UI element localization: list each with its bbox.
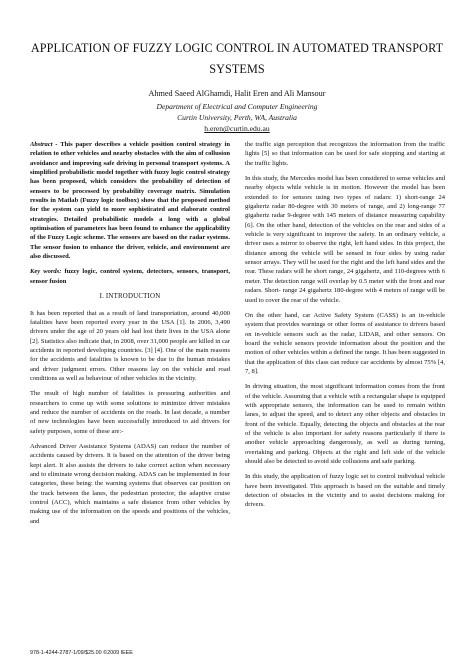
copyright-footer: 978-1-4244-2787-1/09/$25.00 ©2009 IEEE	[30, 650, 133, 656]
paper-title	[30, 38, 444, 80]
keywords-label: Key words:	[30, 268, 62, 276]
abstract-paragraph	[30, 140, 230, 261]
body-paragraph: On the other hand, car Active Safety System (CASS) is an in-vehicle system that provides warnings or other forms of assistance to drivers based on in-vehicle sensors such as the radar, LIDAR, and other sensors. On board the vehicle sensors provide information about the position and the motion of other vehicles within a defined the range. It has been suggested in that the application of this class can reduce car accidents by almost 75% [4, 7, 8].	[245, 311, 445, 375]
body-paragraph: the traffic sign perception that recognizes the information from the traffic lights [5] so that information can be used for safe stopping and starting at the traffic lights.	[245, 141, 445, 167]
abstract-text: This paper describes a vehicle position control strategy in relation to other vehicles and nearby obstacles with the aim of collusion avoidance and improving safe driving in personal transport systems. A simplified probabilistic model together with fuzzy logic control strategy has been proposed, which considers the probability of detection of sensors to be processed by probability coverage matrix. Simulation results in Matlab (Fuzzy logic toolbox) show that the proposed method for the system can yield to more sophisticated and elaborate control strategies. Detailed probabilistic models a long with a global optimisation of parameters has been found to enhance the applicability of the Fuzzy Logic scheme. The sensors are based on the radar systems. The sensor fusion to enhance the driver, vehicle, and environment are also discussed.	[30, 141, 230, 261]
body-paragraph: The result of high number of fatalities is pressuring authorities and researchers to come up with some solutions to minimize driver mistakes and reduce the number of accidents on the roads. In last decade, a number of new technologies have been successfully introduced to aid drivers for safety purposes, some of these are:-	[30, 390, 230, 435]
author-email-link[interactable]: h.eren@curtin.edu.au	[204, 124, 270, 133]
body-paragraph: It has been reported that as a result of land transportation, around 40,000 fatalities have been reported every year in the USA [1]. In 2006, 3,490 drivers under the age of 20 years old had lost their lives in the USA alone [2]. Statistics also indicate that, in 2008, over 31,000 people are killed in car accidents in reported developing countries. [3] [4]. One of the main reasons for the accidents and fatalities is known to be due to the human mistakes and driver judgment errors. Other reasons lay on the vehicle and road conditions as well as behaviour of other vehicles in the vicinity.	[30, 309, 230, 382]
author-university: Curtin University, Perth, WA, Australia	[177, 113, 297, 122]
body-paragraph: Advanced Driver Assistance Systems (ADAS) can reduce the number of accidents caused by drivers. It is based on the attention of the driver being kept alert. It also assists the drivers to take correct action when necessary and to eliminate wrong decision making. ADAS can be implemented in four categories, these being: the warning systems that observes car position on the track between the lanes, the pedestrian protector, the adaptive cruise control (ACC), which maintains a safe distance from other vehicles by making use of the information on the speeds and positions of the vehicles, and	[30, 442, 230, 525]
author-block	[30, 88, 444, 134]
author-department: Department of Electrical and Computer Engineering	[156, 102, 318, 111]
body-paragraph: In this study, the Mercedes model has been considered to sense vehicles and nearby objects while vehicle is in motion. However the model has been extended to for sensors using two types of radars: 1) short-range 24 gigahertz radar 80-degree with 30 meters of range, and 2) long-range 77 gigahertz radar 9-degree with 145 meters of distance measuring capability [6]. On the other hand, detection of the vehicles on the rear and sides of a vehicle is very significant to improve the safety. In an ordinary vehicle, a driver uses a mirror to observe the right, left hand sides. In this project, the distance among the vehicle will be sensed in four sides by using radar sensor arrays. They will be used for the right and the left hand sides and the rear. These radars will be short range, 24 gigahertz, and 110-degrees with 6 meter. The detection range will overlap by 0.5 meter with the front and rear radars. Short- range 24 gigahertz 180-degree with 4 meters of range will be used to cover the rear of the vehicle.	[245, 175, 445, 304]
right-column	[245, 140, 445, 516]
keywords-text: fuzzy logic, control system, detectors, sensors, transport, sensor fusion	[30, 268, 230, 285]
author-names: Ahmed Saeed AlGhamdi, Halit Eren and Ali Mansour	[148, 89, 326, 98]
left-column	[30, 140, 230, 532]
body-paragraph: In this study, the application of fuzzy logic set to control individual vehicle have been investigated. This approach is based on the suitable and timely detection of obstacles in the vicinity and to assist decisions making for drivers.	[245, 473, 445, 509]
keywords-paragraph	[30, 267, 230, 286]
paper-title-line-2: SYSTEMS	[209, 62, 265, 76]
abstract-label: Abstract -	[30, 141, 58, 148]
body-paragraph: In driving situation, the most significant information comes from the front of the vehicle. Assuming that a vehicle with a rectangular shape is equipped with appropriate sensors, the information can be used to remain within lanes, to adjust the speed, and to detect any other objects and obstacles in front of the vehicle. Equally, detecting the objects and obstacles at the rear of the vehicle is also important for safety reasons particularly if there is another vehicle approaching dangerously, as well as during turning, overtaking and parking. Objects at the right and left side of the vehicle should also be detected to avoid side collusions and safe parking.	[245, 383, 445, 465]
section-heading-introduction: I. INTRODUCTION	[99, 293, 161, 301]
paper-title-line-1: APPLICATION OF FUZZY LOGIC CONTROL IN AUTOMATED TRANSPORT	[30, 41, 444, 55]
